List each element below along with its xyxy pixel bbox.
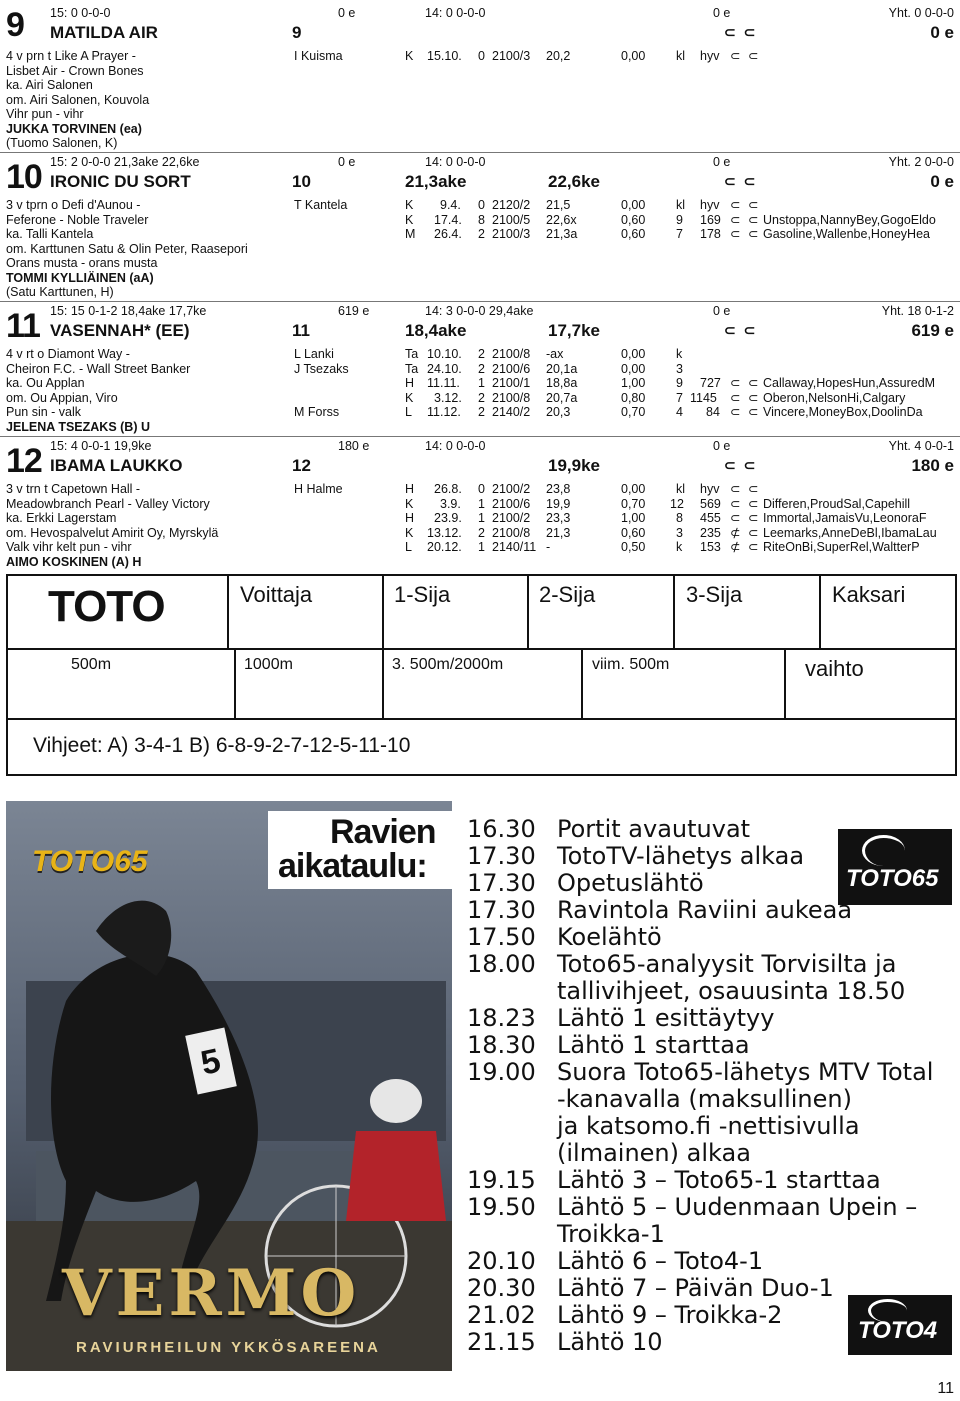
toto-col-2sija: 2-Sija — [539, 582, 596, 607]
record-volt: 22,6ke — [548, 172, 600, 191]
start-row: K 13.12. 2 2100/8 21,3 0,60 3 235 ⊄ ⊂ Leemarks,AnneDeBl,IbamaLau — [405, 525, 937, 540]
schedule-event: Ravintola Raviini aukeaa — [557, 896, 853, 924]
toto-col-voittaja: Voittaja — [240, 582, 313, 607]
stats-prize: 0 e — [338, 155, 356, 169]
toto-col-1sija: 1-Sija — [394, 582, 451, 607]
driver-line: JUKKA TORVINEN (ea) — [6, 121, 142, 136]
shoes-icon: ⊂ ⊂ — [724, 457, 758, 473]
horse-number-small: 10 — [292, 172, 311, 191]
schedule-time: 19.00 — [467, 1058, 536, 1086]
svg-text:5: 5 — [197, 1041, 224, 1083]
horse-number-small: 12 — [292, 456, 311, 475]
info-line: om. Ou Appian, Viro — [6, 390, 118, 405]
total-prize: 619 e — [911, 321, 954, 340]
schedule-time: 20.30 — [467, 1274, 536, 1302]
schedule-event: ja katsomo.fi -nettisivulla — [557, 1112, 860, 1140]
start-row: M 26.4. 2 2100/3 21,3a 0,60 7 178 ⊂ ⊂ Gasoline,Wallenbe,HoneyHea — [405, 227, 930, 241]
schedule-heading-1: Ravien — [330, 813, 436, 851]
info-line: ka. Airi Salonen — [6, 78, 93, 92]
start-row: J Tsezaks Ta 24.10. 2 2100/6 20,1a 0,00 3 — [294, 361, 683, 376]
stats-14-prize: 0 e — [713, 155, 731, 169]
horse-number: 9 — [6, 6, 24, 44]
driver-line: AIMO KOSKINEN (A) H — [6, 554, 142, 569]
schedule-event: (ilmainen) alkaa — [557, 1139, 751, 1167]
schedule-event: Lähtö 6 – Toto4-1 — [557, 1247, 764, 1275]
total-stats: Yht. 4 0-0-1 — [888, 439, 954, 453]
stats-14: 14: 0 0-0-0 — [425, 439, 486, 453]
schedule-event: Lähtö 7 – Päivän Duo-1 — [557, 1274, 834, 1302]
start-row: L 20.12. 1 2140/11 - 0,50 k 153 ⊄ ⊂ RiteOnBi,SuperRel,WaltterP — [405, 540, 920, 554]
horse-name: IBAMA LAUKKO — [50, 456, 183, 475]
race-schedule-ad — [6, 801, 955, 1371]
page-number: 11 — [937, 1380, 954, 1397]
record-volt: 19,9ke — [548, 456, 600, 475]
start-row: H 11.11. 1 2100/1 18,8a 1,00 9 727 ⊂ ⊂ Callaway,HopesHun,AssuredM — [405, 376, 936, 390]
horse-name: VASENNAH* (EE) — [50, 321, 190, 340]
schedule-time: 17.30 — [467, 896, 536, 924]
toto-form — [6, 574, 955, 774]
horse-name: MATILDA AIR — [50, 23, 158, 42]
total-prize: 0 e — [930, 172, 954, 191]
schedule-event: TotoTV-lähetys alkaa — [557, 842, 805, 870]
stats-line: 15: 15 0-1-2 18,4ake 17,7ke — [50, 304, 207, 318]
info-line: Meadowbranch Pearl - Valley Victory — [6, 496, 210, 511]
record-volt: 17,7ke — [548, 321, 600, 340]
stats-14-prize: 0 e — [713, 439, 731, 453]
schedule-event: Troikka-1 — [557, 1220, 665, 1248]
horse-number: 10 — [6, 158, 42, 196]
info-line: ka. Talli Kantela — [6, 227, 94, 241]
schedule-time: 19.50 — [467, 1193, 536, 1221]
start-row: T Kantela K 9.4. 0 2120/2 21,5 0,00 kl hyv ⊂ ⊂ — [294, 198, 761, 212]
info-line: om. Karttunen Satu & Olin Peter, Raasepori — [6, 241, 248, 256]
start-row: I Kuisma K 15.10. 0 2100/3 20,2 0,00 kl hyv ⊂ ⊂ — [294, 49, 761, 63]
total-prize: 180 e — [911, 456, 954, 475]
schedule-time: 17.30 — [467, 869, 536, 897]
schedule-time: 16.30 — [467, 815, 536, 843]
total-stats: Yht. 18 0-1-2 — [881, 304, 954, 318]
stats-line: 15: 4 0-0-1 19,9ke — [50, 439, 152, 453]
horse-number: 11 — [6, 307, 40, 345]
stats-prize: 619 e — [338, 304, 370, 318]
info-line: 4 v rt o Diamont Way - — [6, 347, 130, 361]
driver-line: TOMMI KYLLIÄINEN (aA) — [6, 270, 154, 285]
split-500-2000: 3. 500m/2000m — [392, 656, 504, 673]
schedule-event: Koelähtö — [557, 923, 662, 951]
info-line: om. Hevospalvelut Amirit Oy, Myrskylä — [6, 525, 219, 540]
split-1000m: 1000m — [244, 656, 293, 673]
schedule-time: 21.02 — [467, 1301, 536, 1329]
info-line: 3 v tprn o Defi d'Aunou - — [6, 198, 141, 212]
record-auto: 18,4ake — [405, 321, 467, 340]
schedule-event: Opetuslähtö — [557, 869, 704, 897]
stats-prize: 180 e — [338, 439, 370, 453]
schedule-heading-2: aikataulu: — [278, 847, 427, 885]
toto4-logo: TOTO4 — [848, 1295, 952, 1355]
schedule-time: 17.50 — [467, 923, 536, 951]
schedule-time: 18.23 — [467, 1004, 536, 1032]
info-line: Orans musta - orans musta — [6, 256, 158, 270]
info-line: Vihr pun - vihr — [6, 107, 84, 121]
info-line: Cheiron F.C. - Wall Street Banker — [6, 361, 191, 376]
schedule-time: 18.00 — [467, 950, 536, 978]
stats-prize: 0 e — [338, 6, 356, 20]
stats-line: 15: 2 0-0-0 21,3ake 22,6ke — [50, 155, 200, 169]
schedule-event: tallivihjeet, osauusinta 18.50 — [557, 977, 906, 1005]
info-line: om. Airi Salonen, Kouvola — [6, 92, 150, 107]
start-row: K 17.4. 8 2100/5 22,6x 0,60 9 169 ⊂ ⊂ Unstoppa,NannyBey,GogoEldo — [405, 212, 936, 227]
info-line: Feferone - Noble Traveler — [6, 212, 149, 227]
trainer-line: (Tuomo Salonen, K) — [6, 136, 118, 150]
horse-number-small: 11 — [292, 321, 310, 340]
info-line: 3 v trn t Capetown Hall - — [6, 482, 141, 496]
schedule-event: Lähtö 5 – Uudenmaan Upein – — [557, 1193, 918, 1221]
schedule-event: Lähtö 1 starttaa — [557, 1031, 750, 1059]
info-line: Pun sin - valk — [6, 405, 82, 419]
info-line: 4 v prn t Like A Prayer - — [6, 49, 136, 63]
stats-14: 14: 0 0-0-0 — [425, 6, 486, 20]
horse-number: 12 — [6, 442, 42, 480]
toto65-logo: TOTO65 — [32, 845, 148, 878]
start-row: K 3.12. 2 2100/8 20,7a 0,80 7 1145 ⊂ ⊂ Oberon,NelsonHi,Calgary — [405, 390, 906, 405]
info-line: Lisbet Air - Crown Bones — [6, 63, 144, 78]
start-row: H Halme H 26.8. 0 2100/2 23,8 0,00 kl hyv ⊂ ⊂ — [294, 482, 761, 496]
start-row: K 3.9. 1 2100/6 19,9 0,70 12 569 ⊂ ⊂ Differen,ProudSal,Capehill — [405, 496, 911, 511]
schedule-event: Portit avautuvat — [557, 815, 751, 843]
shoes-icon: ⊂ ⊂ — [724, 322, 758, 338]
toto-title: TOTO — [48, 582, 165, 631]
schedule-event: Lähtö 1 esittäytyy — [557, 1004, 775, 1032]
toto-col-3sija: 3-Sija — [686, 582, 743, 607]
start-row: M Forss L 11.12. 2 2140/2 20,3 0,70 4 84 ⊂ ⊂ Vincere,MoneyBox,DoolinDa — [294, 405, 923, 419]
schedule-event: Toto65-analyysit Torvisilta ja — [557, 950, 897, 978]
schedule-event: -kanavalla (maksullinen) — [557, 1085, 852, 1113]
total-stats: Yht. 0 0-0-0 — [888, 6, 954, 20]
driver-line: JELENA TSEZAKS (B) U — [6, 419, 150, 434]
schedule-time: 17.30 — [467, 842, 536, 870]
toto-col-kaksari: Kaksari — [832, 582, 906, 607]
schedule-event: Lähtö 3 – Toto65-1 starttaa — [557, 1166, 881, 1194]
schedule-time: 19.15 — [467, 1166, 536, 1194]
shoes-icon: ⊂ ⊂ — [724, 173, 758, 189]
toto65-logo-right: TOTO65 — [838, 829, 952, 905]
schedule-event: Suora Toto65-lähetys MTV Total — [557, 1058, 934, 1086]
tips-text: Vihjeet: A) 3-4-1 B) 6-8-9-2-7-12-5-11-10 — [33, 734, 411, 757]
schedule-time: 21.15 — [467, 1328, 536, 1356]
start-row: L Lanki Ta 10.10. 2 2100/8 -ax 0,00 k — [294, 347, 683, 361]
stats-14-prize: 0 e — [713, 304, 731, 318]
info-line: ka. Ou Applan — [6, 376, 85, 390]
venue-title: VERMO — [62, 1256, 361, 1331]
schedule-event: Lähtö 10 — [557, 1328, 663, 1356]
split-500m: 500m — [71, 656, 112, 673]
horse-name: IRONIC DU SORT — [50, 172, 191, 191]
stats-14: 14: 0 0-0-0 — [425, 155, 486, 169]
schedule-time: 20.10 — [467, 1247, 536, 1275]
info-line: Valk vihr kelt pun - vihr — [6, 540, 132, 554]
schedule-event: Lähtö 9 – Troikka-2 — [557, 1301, 783, 1329]
horse-number-small: 9 — [292, 23, 302, 42]
total-stats: Yht. 2 0-0-0 — [888, 155, 954, 169]
record-auto: 21,3ake — [405, 172, 467, 191]
stats-14-prize: 0 e — [713, 6, 731, 20]
total-prize: 0 e — [930, 23, 954, 42]
stats-line: 15: 0 0-0-0 — [50, 6, 111, 20]
trainer-line: (Satu Karttunen, H) — [6, 285, 114, 299]
info-line: ka. Erkki Lagerstam — [6, 511, 117, 525]
split-vaihto: vaihto — [805, 656, 864, 681]
venue-subtitle: RAVIURHEILUN YKKÖSAREENA — [76, 1339, 381, 1356]
stats-14: 14: 3 0-0-0 29,4ake — [425, 304, 534, 318]
split-last-500: viim. 500m — [592, 656, 670, 673]
schedule-time: 18.30 — [467, 1031, 536, 1059]
start-row: H 23.9. 1 2100/2 23,3 1,00 8 455 ⊂ ⊂ Immortal,JamaisVu,LeonoraF — [405, 511, 927, 525]
shoes-icon: ⊂ ⊂ — [724, 24, 758, 40]
